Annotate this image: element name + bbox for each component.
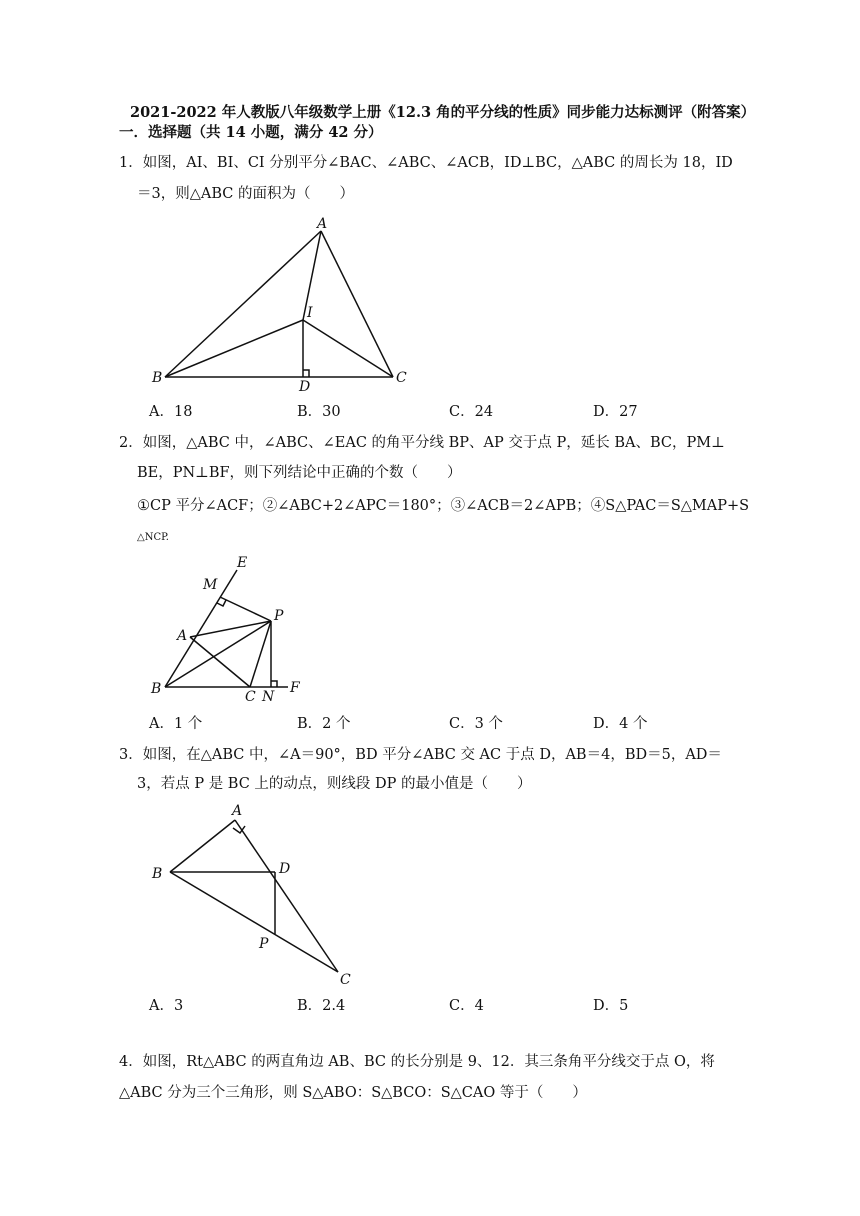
figure-3 [150,800,370,990]
figure-1 [150,216,410,400]
label-D: D [279,861,291,877]
q1-option-a: A．18 [149,404,193,420]
question-3-line-1 [119,745,722,765]
label-C: C [340,972,351,988]
question-1-line-2: ＝3，则△ABC 的面积为（ ） [137,186,354,202]
label-F: F [290,680,300,696]
question-1-line-1 [119,153,733,173]
question-3-line-2: 3，若点 P 是 BC 上的动点，则线段 DP 的最小值是（ ） [137,776,532,792]
label-D: D [299,379,311,395]
question-1-text-b: AI、BI、CI 分别平分∠BAC、∠ABC、∠ACB，ID⊥BC，△ABC 的周长为 18，ID [186,155,733,171]
q3-option-a: A．3 [149,998,184,1014]
label-A: A [232,803,243,819]
q1-option-c: C．24 [449,404,494,420]
question-1-text-a: 如图， [142,155,187,171]
question-1-number: 1． [119,155,143,171]
label-I: I [307,305,313,321]
label-C: C [396,370,407,386]
q3-option-c: C．4 [449,998,484,1014]
q3-option-b: B．2.4 [297,998,346,1014]
label-P: P [274,608,284,624]
label-C: C [245,689,256,705]
label-M: M [203,577,218,593]
q3-option-d: D．5 [593,998,629,1014]
question-4-line-1 [119,1052,715,1072]
question-4-number: 4． [119,1054,143,1070]
question-2-line-4: △NCP. [137,532,169,543]
label-P: P [259,936,269,952]
q1-option-d: D．27 [593,404,638,420]
q2-option-b: B．2 个 [297,716,351,732]
question-2-line-3: ①CP 平分∠ACF；②∠ABC+2∠APC＝180°；③∠ACB＝2∠APB；④S△PAC＝S△MAP+S [137,498,750,514]
label-B: B [152,866,163,882]
q1-option-b: B．30 [297,404,341,420]
question-4-text-1: 如图，Rt△ABC 的两直角边 AB、BC 的长分别是 9、12．其三条角平分线交于点 O，将 [142,1054,715,1070]
question-3-text-1: 如图，在△ABC 中，∠A＝90°，BD 平分∠ABC 交 AC 于点 D，AB＝4，BD＝5，AD＝ [142,747,722,763]
label-N: N [262,689,275,705]
q2-option-c: C．3 个 [449,716,503,732]
question-2-line-1 [119,433,725,453]
label-B: B [152,370,163,386]
label-B: B [151,681,162,697]
question-2-text-1: 如图，△ABC 中，∠ABC、∠EAC 的角平分线 BP、AP 交于点 P，延长 BA、BC，PM⊥ [142,435,725,451]
section-heading: 一．选择题（共 14 小题，满分 42 分） [119,124,383,141]
q2-option-d: D．4 个 [593,716,648,732]
label-A: A [317,216,328,232]
question-3-number: 3． [119,747,143,763]
question-2-number: 2． [119,435,143,451]
question-2-line-2: BE，PN⊥BF，则下列结论中正确的个数（ ） [137,465,462,481]
q2-option-a: A．1 个 [149,716,203,732]
question-4-line-2: △ABC 分为三个三角形，则 S△ABO：S△BCO：S△CAO 等于（ ） [119,1085,587,1101]
document-title: 2021-2022 年人教版八年级数学上册《12.3 角的平分线的性质》同步能力达标测评（附答案） [130,104,756,121]
label-E: E [237,555,248,571]
figure-2 [150,555,310,705]
label-A: A [177,628,188,644]
